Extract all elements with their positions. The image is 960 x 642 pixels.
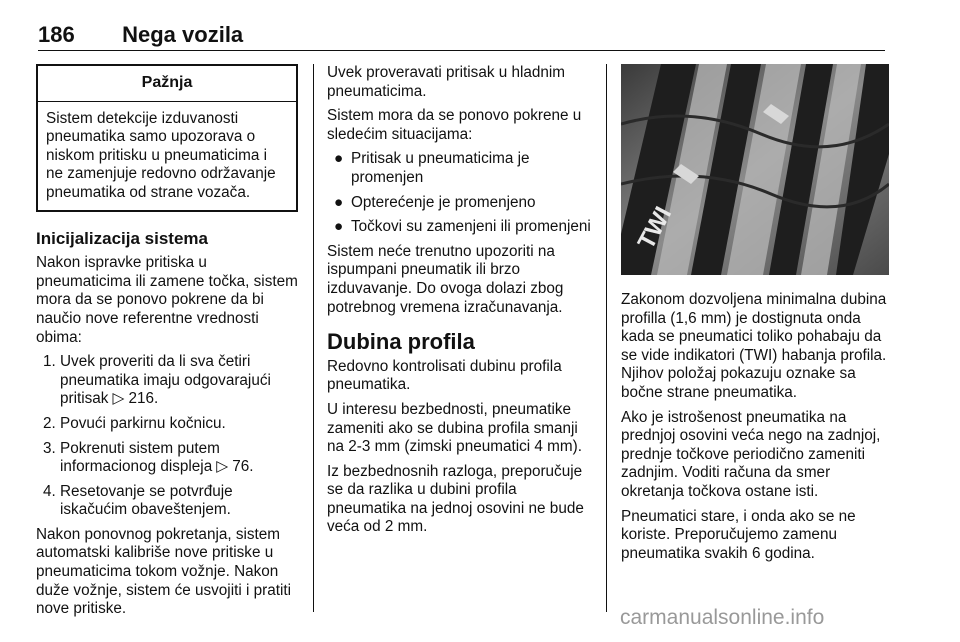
init-outro: Nakon ponovnog pokretanja, sistem automatski kalibriše nove pritiske u pneumaticima tokom vožnje. Nakon duže vožnje, sistem će usvojiti i pratiti nove pritiske. [36,525,292,618]
column-right [621,64,889,569]
column-divider [606,64,607,612]
init-steps [36,353,298,520]
notice-title: Pažnja [38,66,296,102]
paragraph: U interesu bezbednosti, pneumatike zameniti ako se dubina profila smanji na 2-3 mm (zimski pneumatici 4 mm). [327,400,582,456]
init-heading: Inicijalizacija sistema [36,228,208,248]
step-item: 4. Resetovanje se potvrđuje iskačućim obaveštenjem. [43,482,233,519]
step-item: 3. Pokrenuti sistem putem informacionog displeja ▷ 76. [43,439,254,476]
page-ref[interactable]: 216. [128,390,159,408]
page-number: 186 [38,22,75,47]
step-item: 1. Uvek proveriti da li sva četiri pneumatika imaju odgovarajući pritisak ▷ 216. [43,353,271,408]
watermark: carmanualsonline.info [620,606,825,629]
tread-heading: Dubina profila [327,329,475,355]
column-middle [327,64,591,543]
paragraph: Redovno kontrolisati dubinu profila pneumatika. [327,357,562,394]
column-left [36,64,298,625]
paragraph: Zakonom dozvoljena minimalna dubina profilla (1,6 mm) je dostignuta onda kada se pneumatici toliko pohabaju da se vide indikatori (TWI) habanja profila. Njihov položaj pokazuju oznake sa bočne strane pneumatika. [621,291,887,401]
ref-arrow-icon: ▷ [216,458,228,476]
init-intro: Nakon ispravke pritiska u pneumaticima ili zamene točka, sistem mora da se ponovo pokrene da bi naučio nove referentne vrednosti obima: [36,254,298,346]
list-item: ● Opterećenje je promenjeno [334,193,536,211]
ref-arrow-icon: ▷ [112,390,125,408]
list-item: ● Pritisak u pneumaticima je promenjen [334,150,530,186]
twi-marking: TWI [632,202,678,254]
paragraph: Pneumatici stare, i onda ako se ne koriste. Preporučujemo zamenu pneumatika svakih 6 godina. [621,507,856,562]
notice-body: Sistem detekcije izduvanosti pneumatika samo upozorava o niskom pritisku u pneumaticima i ne zamenjuje redovno održavanje pneumatika od strane vozača. [46,109,276,201]
paragraph: Ako je istrošenost pneumatika na prednjoj osovini veća nego na zadnjoj, prednje točkove periodično zameniti zadnjim. Voditi računa da smer okretanja točkova ostane isti. [621,408,881,500]
header-rule [38,50,885,51]
paragraph: Iz bezbednosnih razloga, preporučuje se da razlika u dubini profila pneumatika na jednoj osovini ne bude veća od 2 mm. [327,462,584,536]
list-item: ● Točkovi su zamenjeni ili promenjeni [334,218,591,236]
paragraph: Sistem mora da se ponovo pokrene u sledećim situacijama: [327,107,582,143]
tire-tread-image [621,64,889,275]
page-ref[interactable]: 76. [232,458,254,476]
page-header [38,22,243,48]
bullet-icon: ● [334,150,344,168]
paragraph: Uvek proveravati pritisak u hladnim pneumaticima. [327,64,566,100]
bullet-icon: ● [334,218,344,236]
column-divider [313,64,314,612]
section-title: Nega vozila [122,22,244,47]
bullet-icon: ● [334,193,344,211]
paragraph: Sistem neće trenutno upozoriti na ispumpani pneumatik ili brzo izduvavanje. Do ovoga dolazi zbog potrebnog vremena izračunavanja. [327,242,564,316]
notice-box [36,64,298,212]
step-item: 2. Povući parkirnu kočnicu. [43,414,226,432]
situation-list [327,150,591,236]
